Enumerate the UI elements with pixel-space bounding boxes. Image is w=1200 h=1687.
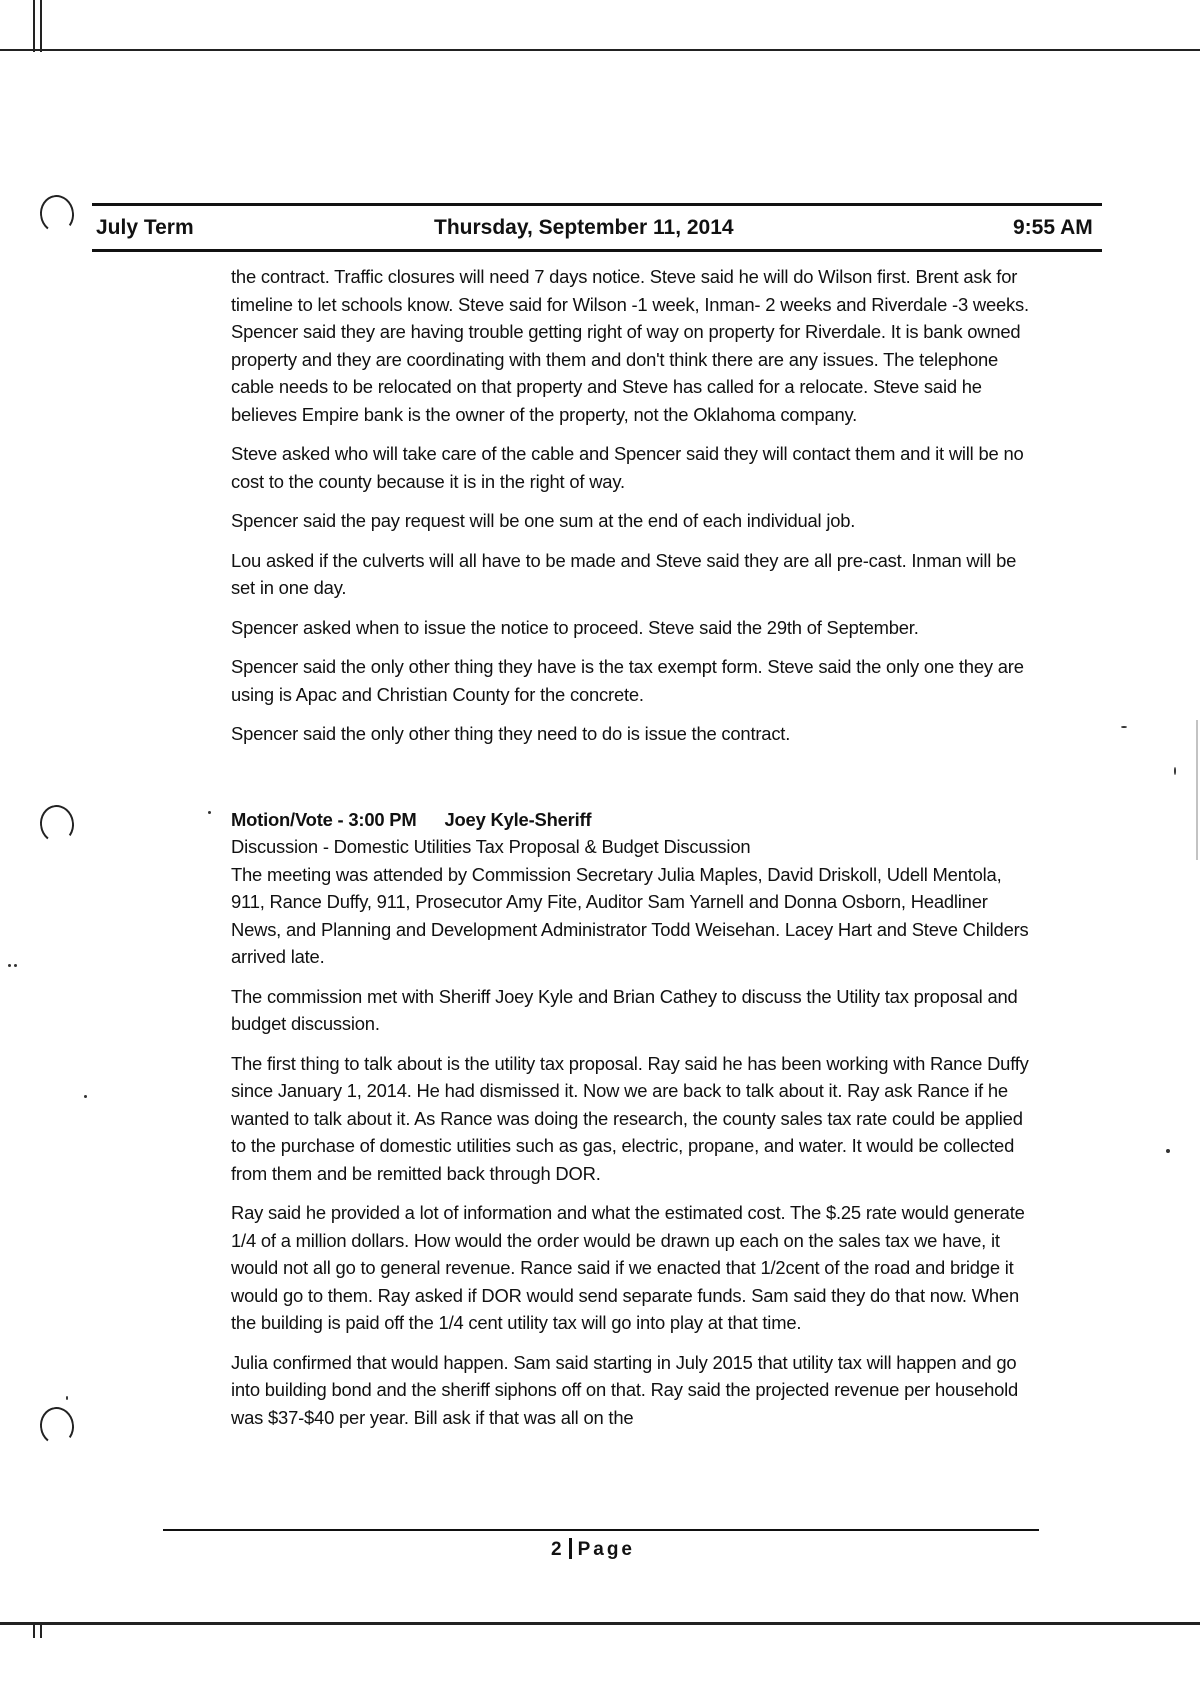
motion-label: Motion/Vote - 3:00 PM: [231, 808, 417, 830]
page-label: Page: [577, 1539, 635, 1560]
scan-border-line: [0, 49, 1200, 51]
page-number: [551, 1538, 635, 1561]
discussion-line: Discussion - Domestic Utilities Tax Proposal & Budget Discussion: [231, 836, 751, 857]
paragraph: the contract. Traffic closures will need 7 days notice. Steve said he will do Wilson first. Brent ask for timeline to let schools know. Steve said for Wilson -1 week, Inman- 2 weeks and Riverdale -3 weeks. Spencer said they are having trouble getting right of way on property for Riverdale. It is bank owned property and they are coordinating with them and don't think there are any issues. The telephone cable needs to be relocated on that property and Steve has called for a relocate. Steve said he believes Empire bank is the owner of the property, not the Oklahoma company.: [231, 266, 1029, 425]
scan-border-line: [40, 0, 42, 52]
header-time: 9:55 AM: [1013, 216, 1093, 239]
document-body: [231, 263, 1031, 1443]
header-date: Thursday, September 11, 2014: [434, 216, 734, 239]
page-number-value: 2: [551, 1539, 565, 1560]
paragraph: Spencer said the pay request will be one sum at the end of each individual job.: [231, 510, 856, 531]
scan-speck: [1166, 1149, 1170, 1153]
motion-heading: [231, 806, 1031, 834]
scan-speck: [84, 1095, 87, 1098]
scan-edge-shadow: [1196, 720, 1198, 860]
section-spacer: [231, 760, 1031, 806]
punch-hole-icon: [38, 1405, 77, 1447]
scan-border-line: [33, 0, 35, 52]
scan-speck: [208, 811, 211, 814]
paragraph: Spencer said the only other thing they have is the tax exempt form. Steve said the only one they are using is Apac and Christian County for the concrete.: [231, 656, 1024, 705]
page-separator: [569, 1538, 572, 1559]
paragraph: Spencer said the only other thing they need to do is issue the contract.: [231, 723, 791, 744]
attendance-paragraph: The meeting was attended by Commission Secretary Julia Maples, David Driskoll, Udell Mentola, 911, Rance Duffy, 911, Prosecutor Amy Fite, Auditor Sam Yarnell and Donna Osborn, Headliner News, and Planning and Development Administrator Todd Weisehan. Lacey Hart and Steve Childers arrived late.: [231, 863, 1029, 967]
scan-border-line: [33, 1622, 35, 1638]
scan-speck: [1121, 726, 1127, 728]
paragraph: Spencer asked when to issue the notice to proceed. Steve said the 29th of September.: [231, 616, 919, 638]
motion-name: Joey Kyle-Sheriff: [444, 808, 592, 830]
paragraph: Julia confirmed that would happen. Sam said starting in July 2015 that utility tax will happen and go into building bond and the sheriff siphons off on that. Ray said the projected revenue per household was $37-$40 per year. Bill ask if that was all on the: [231, 1351, 1019, 1428]
scan-border-line: [40, 1622, 42, 1638]
paragraph: Lou asked if the culverts will all have to be made and Steve said they are all pre-cast. Inman will be set in one day.: [231, 549, 1017, 598]
header-rule: [92, 203, 1102, 206]
paragraph: The commission met with Sheriff Joey Kyle and Brian Cathey to discuss the Utility tax proposal and budget discussion.: [231, 985, 1018, 1034]
punch-hole-icon: [38, 803, 77, 845]
header-rule: [92, 249, 1102, 252]
paragraph: Steve asked who will take care of the cable and Spencer said they will contact them and it will be no cost to the county because it is in the right of way.: [231, 443, 1024, 492]
footer-rule: [163, 1529, 1039, 1531]
scan-speck: [66, 1396, 68, 1400]
paragraph: The first thing to talk about is the utility tax proposal. Ray said he has been working with Rance Duffy since January 1, 2014. He had dismissed it. Now we are back to talk about it. Ray ask Rance if he wanted to talk about it. As Rance was doing the research, the county sales tax rate could be applied to the purchase of domestic utilities such as gas, electric, propane, and water. It would be collected from them and be remitted back through DOR.: [231, 1052, 1029, 1184]
scan-speck: [14, 964, 17, 967]
scan-speck: [1174, 767, 1176, 775]
punch-hole-icon: [38, 193, 77, 235]
header-term: July Term: [96, 216, 194, 239]
scan-speck: [8, 964, 11, 967]
paragraph: Ray said he provided a lot of information and what the estimated cost. The $.25 rate would generate 1/4 of a million dollars. How would the order would be drawn up each on the sales tax we have, it would not all go to general revenue. Rance said if we enacted that 1/2cent of the road and bridge it would go to them. Ray asked if DOR would send separate funds. Sam said they do that now. When the building is paid off the 1/4 cent utility tax will go into play at that time.: [231, 1202, 1025, 1333]
scan-border-line: [0, 1622, 1200, 1625]
